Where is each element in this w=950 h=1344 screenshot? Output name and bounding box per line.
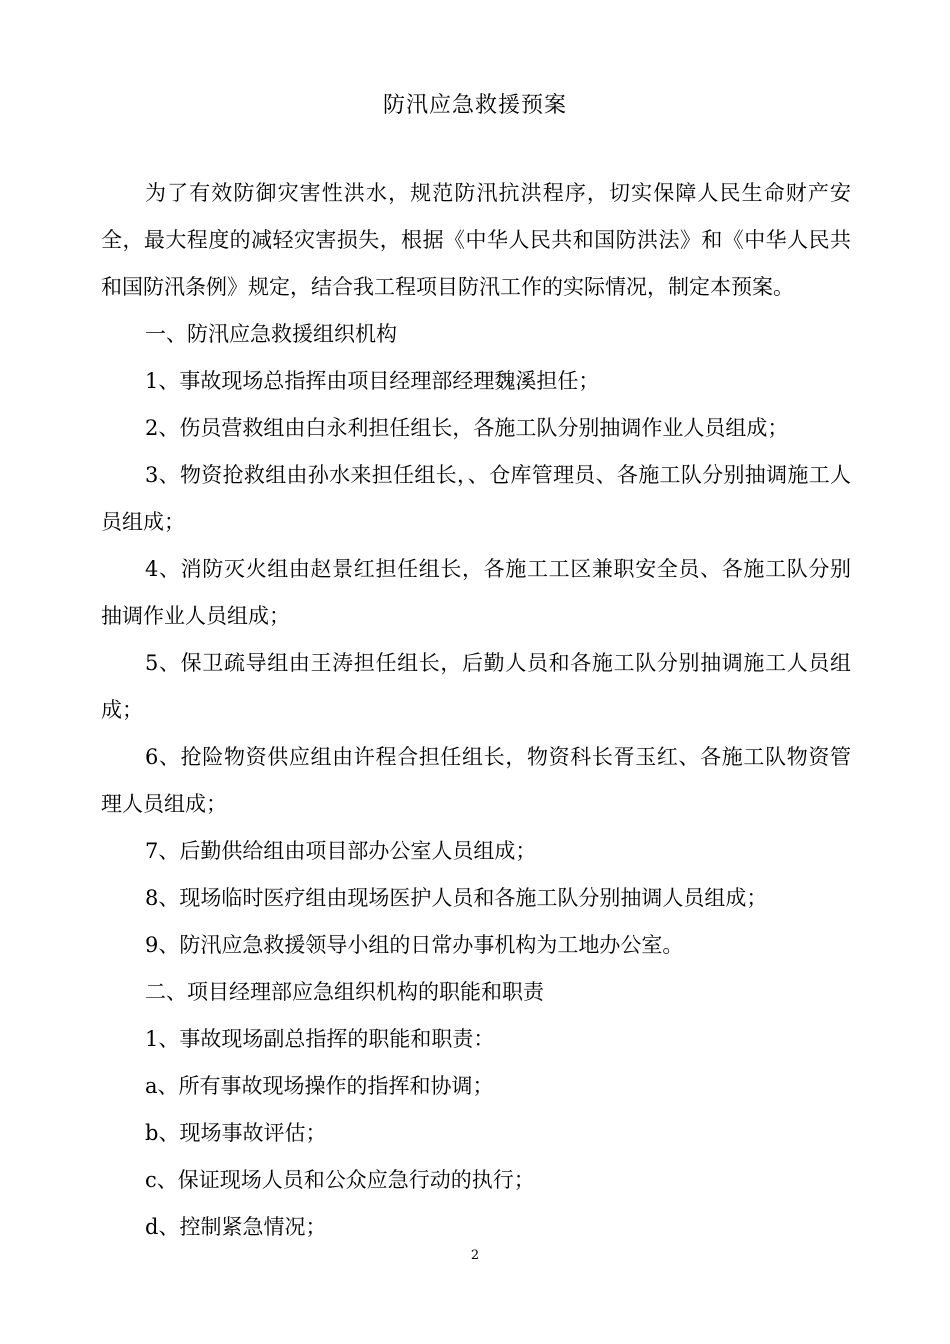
list-item: 8、现场临时医疗组由现场医护人员和各施工队分别抽调人员组成；: [145, 886, 768, 910]
list-item: 3、物资抢救组由孙水来担任组长，、仓库管理员、各施工队分别抽调施工人员组成；: [101, 463, 851, 534]
list-item: 1、事故现场副总指挥的职能和职责：: [145, 1027, 495, 1051]
page-number: 2: [470, 1248, 480, 1263]
list-item: 2、伤员营救组由白永利担任组长，各施工队分别抽调作业人员组成；: [145, 416, 789, 440]
document-title: 防汛应急救援预案: [382, 93, 567, 118]
list-item: a、所有事故现场操作的指挥和协调；: [145, 1074, 494, 1098]
list-item: 7、后勤供给组由项目部办公室人员组成；: [145, 839, 537, 863]
list-item: 9、防汛应急救援领导小组的日常办事机构为工地办公室。: [145, 933, 684, 957]
list-item: 4、消防灭火组由赵景红担任组长，各施工工区兼职安全员、各施工队分别抽调作业人员组成；: [101, 557, 851, 628]
list-item: 1、事故现场总指挥由项目经理部经理魏溪担任；: [145, 369, 600, 393]
list-item: 5、保卫疏导组由王涛担任组长，后勤人员和各施工队分别抽调施工人员组成；: [101, 651, 851, 722]
heading-section-2: 二、项目经理部应急组织机构的职能和职责: [145, 980, 544, 1004]
list-item: 6、抢险物资供应组由许程合担任组长，物资科长胥玉红、各施工队物资管理人员组成；: [101, 745, 851, 816]
list-item: d、控制紧急情况；: [145, 1215, 327, 1239]
list-item: b、现场事故评估；: [145, 1121, 327, 1145]
paragraph-intro: 为了有效防御灾害性洪水，规范防汛抗洪程序，切实保障人民生命财产安全，最大程度的减轻灾害损失，根据《中华人民共和国防洪法》和《中华人民共和国防汛条例》规定，结合我工程项目防汛工作的实际情况，制定本预案。: [101, 181, 851, 299]
heading-section-1: 一、防汛应急救援组织机构: [145, 322, 397, 346]
list-item: c、保证现场人员和公众应急行动的执行；: [145, 1168, 535, 1192]
document-body: [101, 170, 851, 1251]
